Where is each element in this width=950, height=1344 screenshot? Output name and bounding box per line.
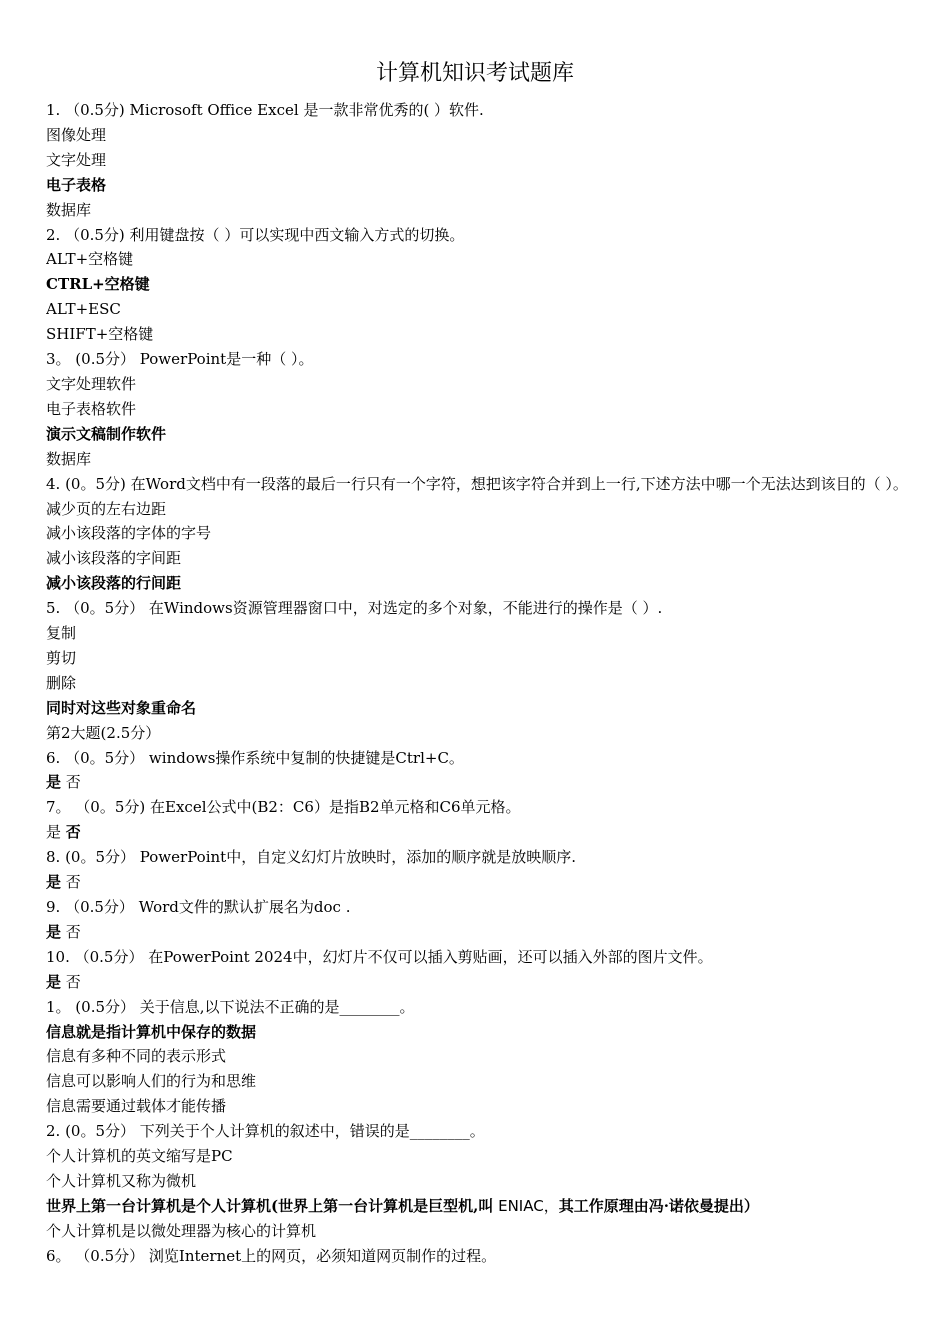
question-4: 4. (0。5分) 在Word文档中有一段落的最后一行只有一个字符，想把该字符合并到上一行,下述方法中哪一个无法达到该目的（ ）。	[46, 474, 908, 493]
option: SHIFT+空格键	[46, 325, 154, 344]
judgment-answers	[46, 770, 916, 795]
option: 信息需要通过载体才能传播	[46, 1097, 227, 1116]
judgment-answers	[46, 970, 916, 995]
option: 信息可以影响人们的行为和思维	[46, 1072, 257, 1091]
judgment-answers	[46, 920, 916, 945]
answer-no: 否	[65, 823, 81, 842]
question-list	[46, 98, 916, 1269]
answer-no: 否	[65, 773, 81, 792]
correct-option: 减小该段落的行间距	[46, 574, 182, 593]
option-text-eniac: ENIAC，	[493, 1196, 559, 1215]
question-b1: 1。 (0.5分） 关于信息,以下说法不正确的是________。	[46, 997, 415, 1016]
question-1: 1. （0.5分) Microsoft Office Excel 是一款非常优秀的( ）软件.	[46, 101, 484, 119]
correct-option: CTRL+空格键	[46, 275, 150, 294]
option: 图像处理	[46, 125, 107, 144]
option: 剪切	[46, 648, 77, 667]
correct-option: 电子表格	[46, 175, 107, 194]
answer-yes: 是	[46, 873, 62, 892]
option: 减少页的左右边距	[46, 499, 167, 518]
question-2: 2. （0.5分) 利用键盘按（ ）可以实现中西文输入方式的切换。	[46, 225, 465, 244]
correct-option: 同时对这些对象重命名	[46, 698, 197, 717]
option-text-tail: 其工作原理由冯·诺依曼提出）	[558, 1196, 759, 1215]
judgment-9: 9. （0.5分） Word文件的默认扩展名为doc .	[46, 898, 351, 916]
option: 电子表格软件	[46, 399, 137, 418]
question-3: 3。 (0.5分） PowerPoint是一种（ ）。	[46, 350, 314, 369]
answer-yes: 是	[46, 823, 62, 842]
option: ALT+ESC	[46, 300, 121, 319]
answer-yes: 是	[46, 773, 62, 792]
option: 个人计算机的英文缩写是PC	[46, 1147, 233, 1166]
question-5: 5. （0。5分） 在Windows资源管理器窗口中，对选定的多个对象，不能进行的操作是（ ）.	[46, 599, 663, 618]
option: ALT+空格键	[46, 250, 134, 269]
judgment-answers	[46, 870, 916, 895]
option: 数据库	[46, 200, 92, 219]
correct-option: 演示文稿制作软件	[46, 424, 167, 443]
option: 数据库	[46, 449, 92, 468]
page-title: 计算机知识考试题库	[375, 61, 574, 86]
answer-no: 否	[65, 922, 81, 941]
correct-option	[46, 1194, 916, 1219]
option: 个人计算机是以微处理器为核心的计算机	[46, 1221, 317, 1240]
option: 个人计算机又称为微机	[46, 1171, 197, 1190]
question-b2: 2. (0。5分） 下列关于个人计算机的叙述中，错误的是________。	[46, 1122, 485, 1141]
answer-no: 否	[65, 972, 81, 991]
option: 减小该段落的字间距	[46, 549, 182, 568]
option: 文字处理软件	[46, 374, 137, 393]
section-heading: 第2大题(2.5分）	[46, 723, 161, 742]
question-b6: 6。 （0.5分） 浏览Internet上的网页，必须知道网页制作的过程。	[46, 1246, 497, 1265]
correct-option: 信息就是指计算机中保存的数据	[46, 1022, 257, 1041]
option: 信息有多种不同的表示形式	[46, 1047, 227, 1066]
option: 复制	[46, 624, 77, 643]
option: 文字处理	[46, 150, 107, 169]
judgment-7: 7。 （0。5分) 在Excel公式中(B2：C6）是指B2单元格和C6单元格。	[46, 798, 521, 817]
option: 删除	[46, 673, 77, 692]
option: 减小该段落的字体的字号	[46, 524, 212, 543]
answer-yes: 是	[46, 922, 62, 941]
judgment-answers	[46, 820, 916, 845]
judgment-6: 6. （0。5分） windows操作系统中复制的快捷键是Ctrl+C。	[46, 748, 464, 767]
judgment-8: 8. (0。5分） PowerPoint中，自定义幻灯片放映时，添加的顺序就是放映顺序.	[46, 848, 576, 867]
option-text: 世界上第一台计算机是个人计算机(世界上第一台计算机是巨型机,叫	[46, 1196, 494, 1215]
answer-no: 否	[65, 873, 81, 892]
answer-yes: 是	[46, 972, 62, 991]
judgment-10: 10. （0.5分） 在PowerPoint 2024中，幻灯片不仅可以插入剪贴画，还可以插入外部的图片文件。	[46, 947, 713, 966]
